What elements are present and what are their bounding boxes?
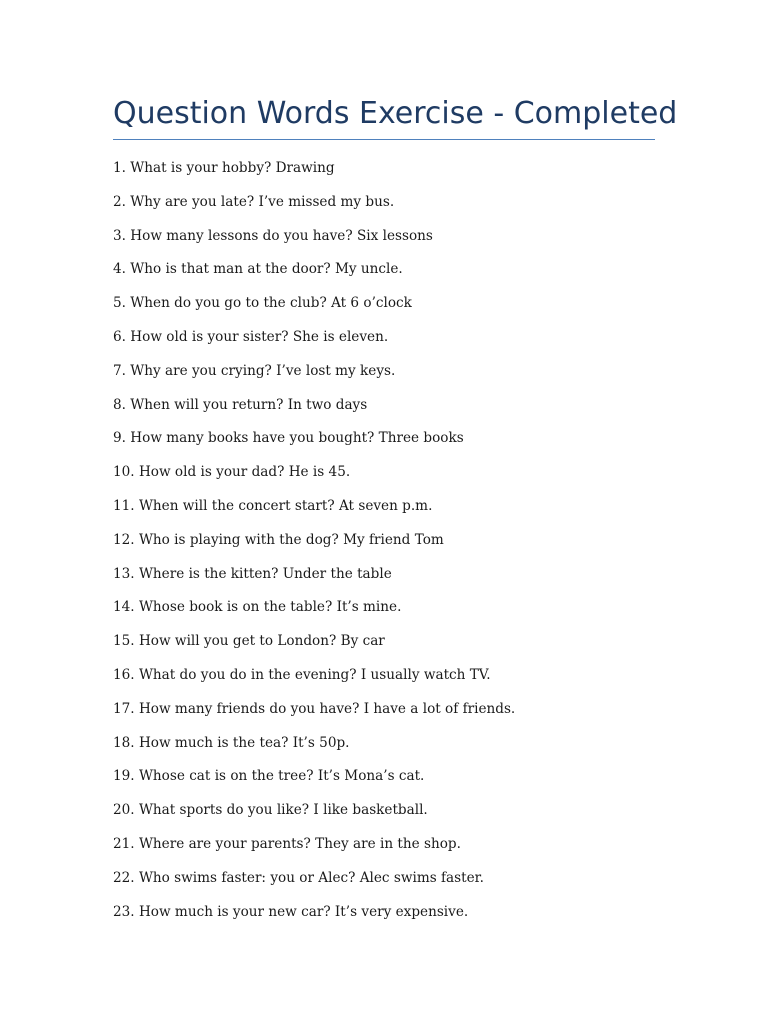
title-underline [113,139,655,140]
list-item: 21. Where are your parents? They are in the shop. [113,835,461,852]
question-answer-list [113,158,673,935]
list-item: 19. Whose cat is on the tree? It’s Mona’s cat. [113,768,425,785]
list-item: 22. Who swims faster: you or Alec? Alec swims faster. [113,869,484,886]
list-item: 11. When will the concert start? At seven p.m. [113,497,433,514]
list-item: 5. When do you go to the club? At 6 o’clock [113,295,412,312]
page-title: Question Words Exercise - Completed [113,96,678,131]
list-item: 3. How many lessons do you have? Six lessons [113,227,433,244]
list-item: 2. Why are you late? I’ve missed my bus. [113,193,395,210]
list-item: 18. How much is the tea? It’s 50p. [113,734,350,751]
list-item: 16. What do you do in the evening? I usually watch TV. [113,666,491,683]
list-item: 15. How will you get to London? By car [113,633,385,650]
list-item: 20. What sports do you like? I like basketball. [113,802,428,819]
list-item: 7. Why are you crying? I’ve lost my keys. [113,362,396,379]
list-item: 12. Who is playing with the dog? My friend Tom [113,531,444,548]
list-item: 6. How old is your sister? She is eleven. [113,328,389,345]
list-item: 14. Whose book is on the table? It’s mine. [113,599,402,616]
list-item: 13. Where is the kitten? Under the table [113,565,392,582]
list-item: 23. How much is your new car? It’s very expensive. [113,903,469,920]
list-item: 4. Who is that man at the door? My uncle. [113,261,403,278]
list-item: 17. How many friends do you have? I have a lot of friends. [113,700,516,717]
list-item: 9. How many books have you bought? Three books [113,430,464,447]
list-item: 1. What is your hobby? Drawing [113,160,335,176]
list-item: 10. How old is your dad? He is 45. [113,464,351,481]
list-item: 8. When will you return? In two days [113,396,368,413]
